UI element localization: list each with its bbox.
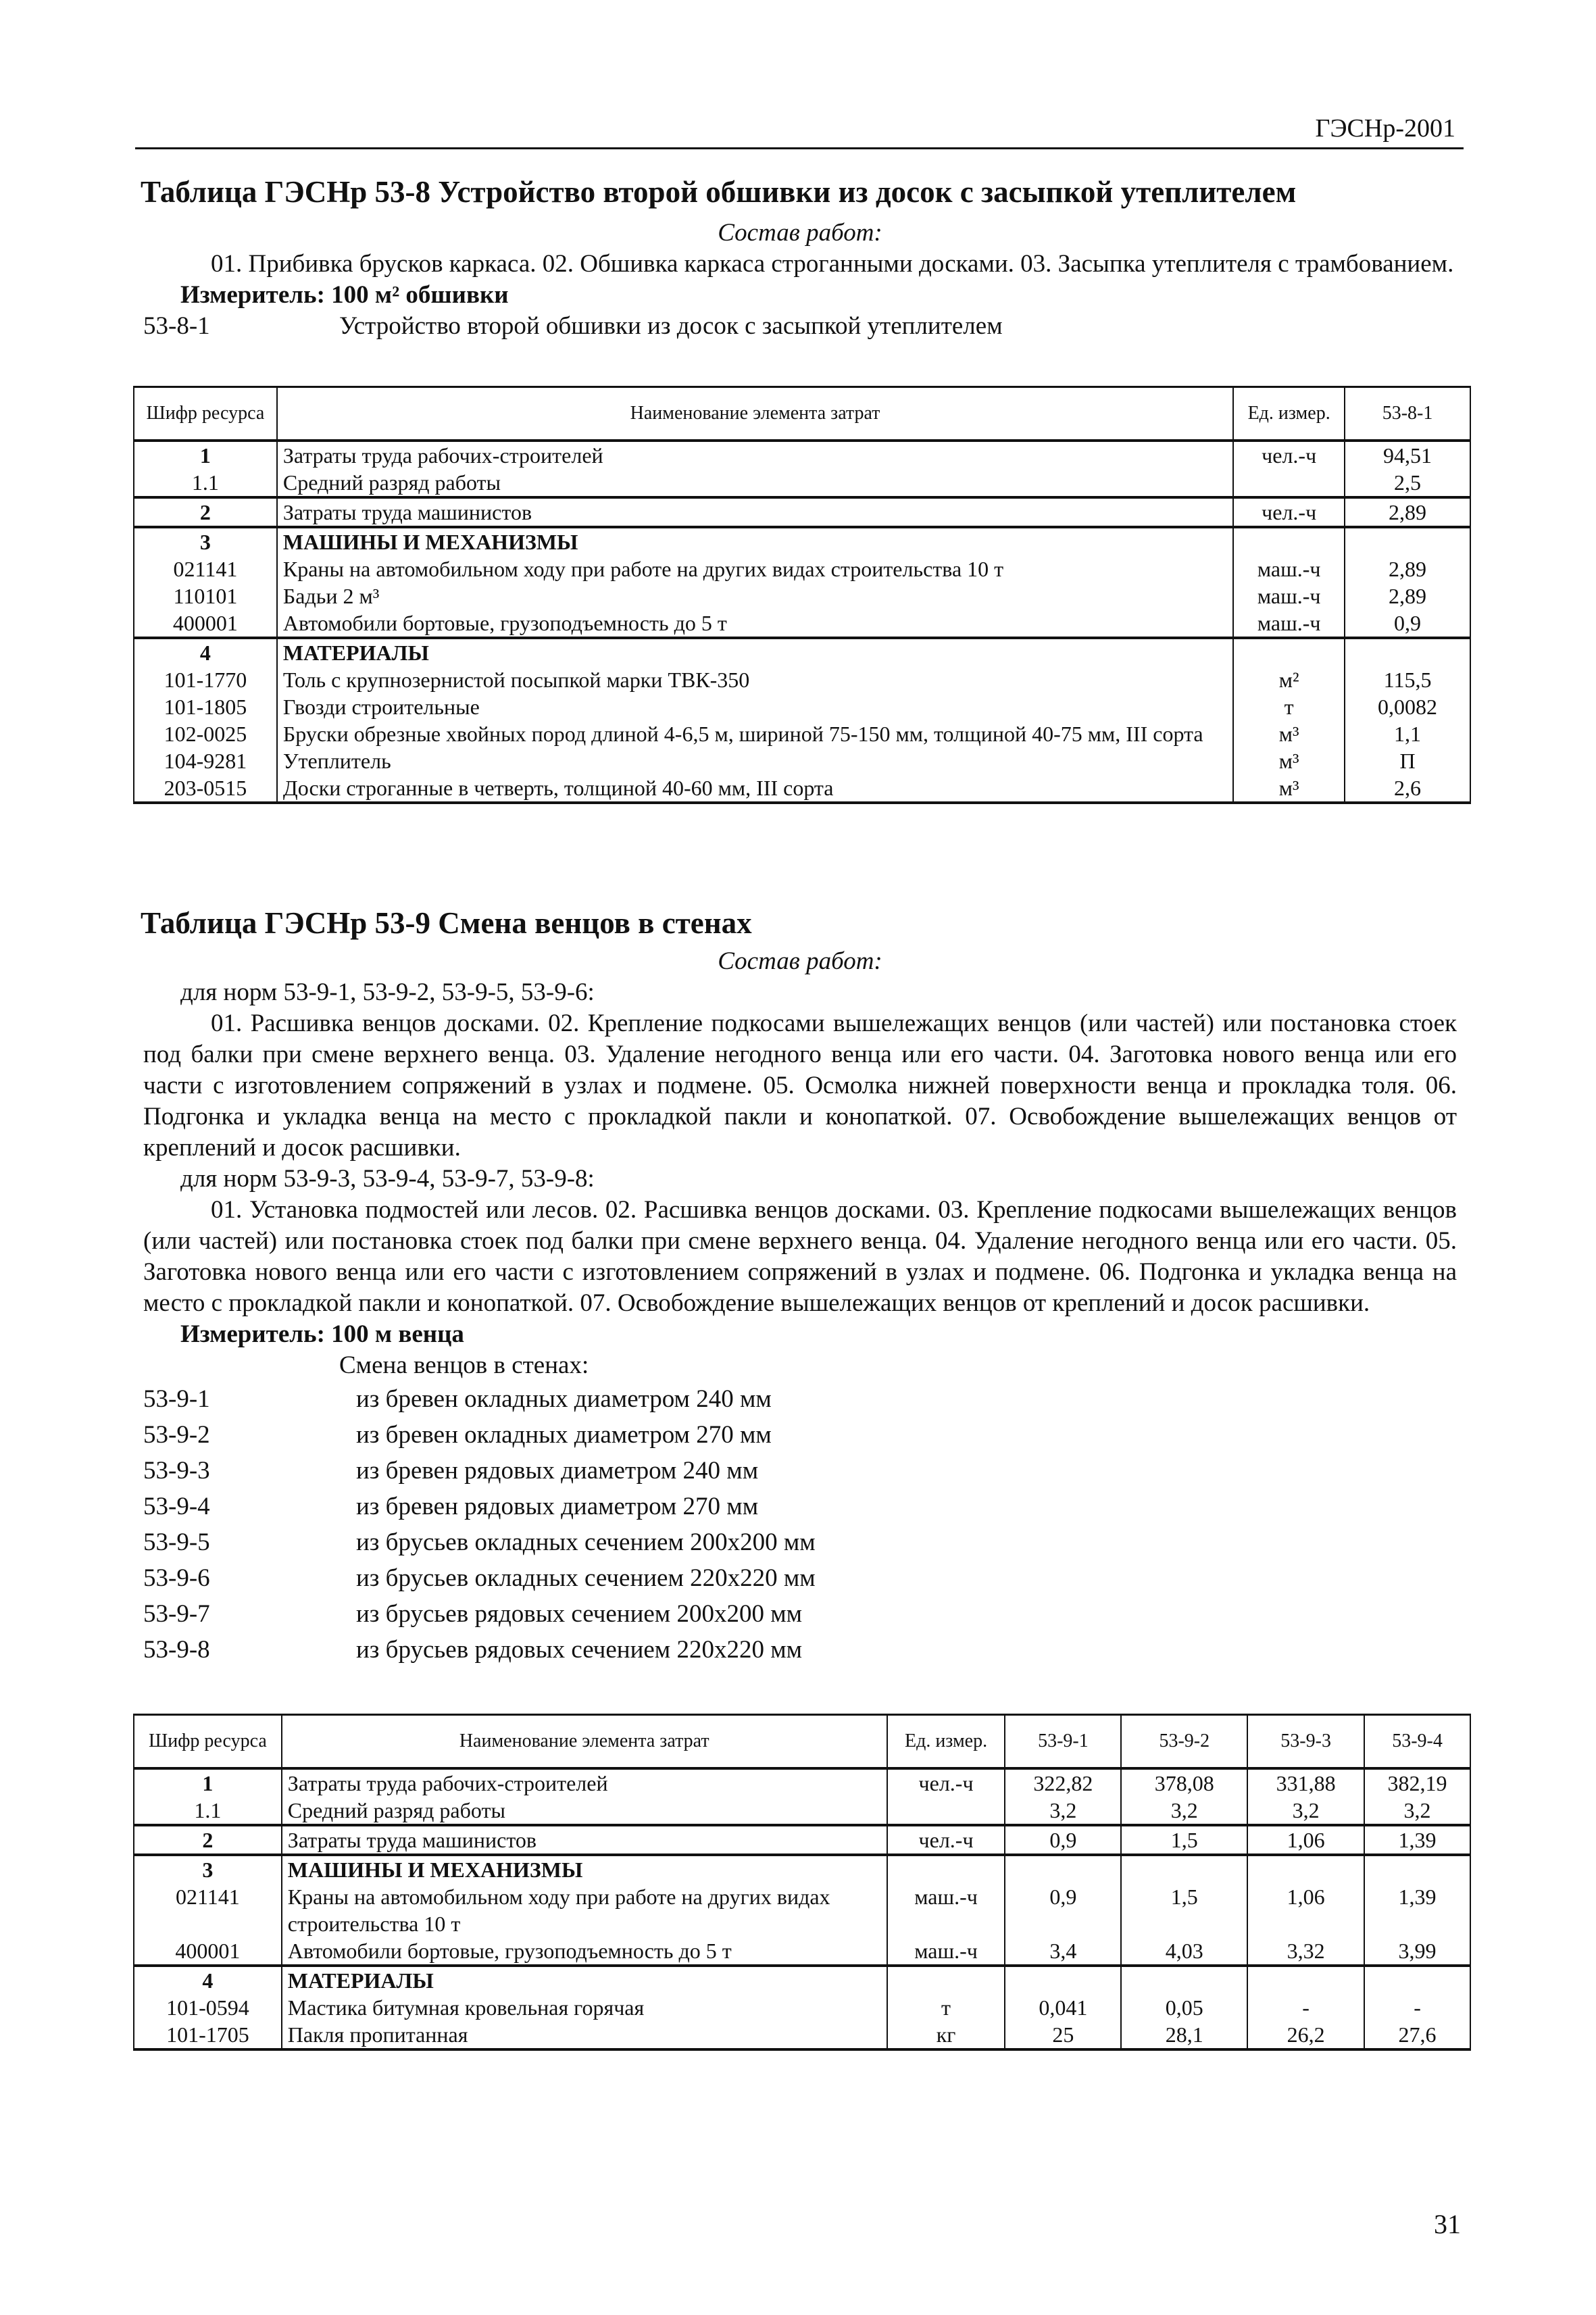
resource-group bbox=[134, 1855, 1470, 1966]
value-cell bbox=[1121, 1966, 1247, 1994]
norm-item bbox=[143, 1524, 1457, 1560]
table-row bbox=[134, 1855, 1470, 1883]
norm-name: Устройство второй обшивки из досок с засыпкой утеплителем bbox=[339, 312, 1003, 340]
cost-element-name: Бадьи 2 м³ bbox=[277, 582, 1233, 609]
value-cell: 1,06 bbox=[1247, 1825, 1364, 1855]
composition-label: Состав работ: bbox=[718, 947, 882, 975]
table-row bbox=[134, 720, 1470, 747]
table-row bbox=[134, 582, 1470, 609]
value-cell bbox=[1247, 1855, 1364, 1883]
resource-code: 4 bbox=[134, 1966, 282, 1994]
norm-code: 53-9-2 bbox=[143, 1421, 210, 1449]
unit-cell: чел.-ч bbox=[887, 1825, 1005, 1855]
norm-list bbox=[143, 1381, 1457, 1668]
column-header: Шифр ресурса bbox=[134, 387, 277, 441]
norm-name: из бревен рядовых диаметром 240 мм bbox=[356, 1457, 759, 1485]
unit-cell bbox=[1233, 527, 1345, 555]
resource-code: 2 bbox=[134, 497, 277, 527]
table-row bbox=[134, 638, 1470, 666]
resource-group bbox=[134, 1768, 1470, 1825]
resource-group bbox=[134, 638, 1470, 803]
value-cell: - bbox=[1247, 1994, 1364, 2021]
cost-element-name: Толь с крупнозернистой посыпкой марки ТВК-350 bbox=[277, 666, 1233, 693]
column-header: 53-9-3 bbox=[1247, 1715, 1364, 1769]
resource-code: 021141 bbox=[134, 1883, 282, 1937]
cost-element-name: Затраты труда машинистов bbox=[282, 1825, 887, 1855]
norm-name: из брусьев окладных сечением 220х220 мм bbox=[356, 1564, 816, 1592]
column-header: 53-9-1 bbox=[1005, 1715, 1121, 1769]
resource-code: 101-0594 bbox=[134, 1994, 282, 2021]
norm-name: из брусьев рядовых сечением 200х200 мм bbox=[356, 1600, 803, 1628]
norm-name: из бревен окладных диаметром 270 мм bbox=[356, 1421, 772, 1449]
cost-element-name: МАТЕРИАЛЫ bbox=[277, 638, 1233, 666]
column-header: Ед. измер. bbox=[887, 1715, 1005, 1769]
cost-element-name: Средний разряд работы bbox=[277, 469, 1233, 497]
cost-element-name: Гвозди строительные bbox=[277, 693, 1233, 720]
unit-cell: маш.-ч bbox=[887, 1883, 1005, 1937]
unit-cell: чел.-ч bbox=[1233, 441, 1345, 469]
unit-cell: чел.-ч bbox=[1233, 497, 1345, 527]
value-cell: 1,06 bbox=[1247, 1883, 1364, 1937]
value-cell: 0,9 bbox=[1345, 609, 1470, 638]
table-53-9 bbox=[133, 1714, 1471, 2051]
column-header: 53-9-2 bbox=[1121, 1715, 1247, 1769]
value-cell: 331,88 bbox=[1247, 1768, 1364, 1797]
unit-cell bbox=[887, 1966, 1005, 1994]
value-cell: 25 bbox=[1005, 2021, 1121, 2049]
resource-code: 203-0515 bbox=[134, 774, 277, 803]
resource-code: 3 bbox=[134, 1855, 282, 1883]
cost-element-name: Затраты труда рабочих-строителей bbox=[282, 1768, 887, 1797]
cost-element-name: Бруски обрезные хвойных пород длиной 4-6,5 м, шириной 75-150 мм, толщиной 40-75 мм, III сорта bbox=[277, 720, 1233, 747]
page-number: 31 bbox=[1434, 2209, 1461, 2239]
norm-code: 53-9-3 bbox=[143, 1457, 210, 1485]
table-row bbox=[134, 1825, 1470, 1855]
value-cell: 322,82 bbox=[1005, 1768, 1121, 1797]
composition-a-text: 01. Расшивка венцов досками. 02. Крепление подкосами вышележащих венцов (или частей) или постановка стоек под балки при смене верхнего венца. 03. Удаление негодного венца или его части. 04. Заготовка нового венца или его части с изготовлением сопряжений в узлах и подмене. 05. Осмолка нижней поверхности венца и прокладка толя. 06. Подгонка и укладка венца на место с прокладкой пакли и конопаткой. 07. Освобождение вышележащих венцов от креплений и досок расшивки. bbox=[143, 1010, 1457, 1162]
table-row bbox=[134, 693, 1470, 720]
norms-b-label: для норм 53-9-3, 53-9-4, 53-9-7, 53-9-8: bbox=[180, 1165, 595, 1193]
resource-code: 104-9281 bbox=[134, 747, 277, 774]
norm-item bbox=[143, 1489, 1457, 1524]
table-row bbox=[134, 469, 1470, 497]
value-cell: 382,19 bbox=[1364, 1768, 1470, 1797]
column-header: Шифр ресурса bbox=[134, 1715, 282, 1769]
table-row bbox=[134, 1883, 1470, 1937]
norm-name: из брусьев рядовых сечением 220х220 мм bbox=[356, 1636, 803, 1664]
resource-code: 1.1 bbox=[134, 469, 277, 497]
value-cell: 1,1 bbox=[1345, 720, 1470, 747]
table-53-8-description bbox=[143, 218, 1457, 342]
resource-code: 2 bbox=[134, 1825, 282, 1855]
measure-unit: Измеритель: 100 м² обшивки bbox=[180, 281, 509, 309]
cost-element-name: Краны на автомобильном ходу при работе на других видах строительства 10 т bbox=[282, 1883, 887, 1937]
unit-cell: маш.-ч bbox=[1233, 555, 1345, 582]
resource-code: 3 bbox=[134, 527, 277, 555]
norm-code: 53-9-7 bbox=[143, 1600, 210, 1628]
value-cell: 0,0082 bbox=[1345, 693, 1470, 720]
unit-cell: чел.-ч bbox=[887, 1768, 1005, 1797]
norm-item bbox=[143, 311, 1457, 342]
table-row bbox=[134, 1797, 1470, 1825]
column-header: 53-8-1 bbox=[1345, 387, 1470, 441]
value-cell: П bbox=[1345, 747, 1470, 774]
cost-element-name: Пакля пропитанная bbox=[282, 2021, 887, 2049]
column-header: Наименование элемента затрат bbox=[282, 1715, 887, 1769]
resource-group bbox=[134, 497, 1470, 527]
unit-cell: маш.-ч bbox=[1233, 582, 1345, 609]
norm-code: 53-9-6 bbox=[143, 1564, 210, 1592]
unit-cell: кг bbox=[887, 2021, 1005, 2049]
norm-code: 53-9-8 bbox=[143, 1636, 210, 1664]
value-cell: 2,6 bbox=[1345, 774, 1470, 803]
cost-element-name: Краны на автомобильном ходу при работе на других видах строительства 10 т bbox=[277, 555, 1233, 582]
table-53-8-title: Таблица ГЭСНр 53-8 Устройство второй обшивки из досок с засыпкой утеплителем bbox=[141, 175, 1297, 209]
table-row bbox=[134, 774, 1470, 803]
resource-code: 101-1705 bbox=[134, 2021, 282, 2049]
table-row bbox=[134, 2021, 1470, 2049]
value-cell: 1,5 bbox=[1121, 1825, 1247, 1855]
cost-element-name: Автомобили бортовые, грузоподъемность до 5 т bbox=[282, 1937, 887, 1966]
norms-a-label: для норм 53-9-1, 53-9-2, 53-9-5, 53-9-6: bbox=[180, 978, 595, 1006]
cost-element-name: Средний разряд работы bbox=[282, 1797, 887, 1825]
measure-unit: Измеритель: 100 м венца bbox=[180, 1320, 464, 1348]
value-cell: 26,2 bbox=[1247, 2021, 1364, 2049]
value-cell: 0,9 bbox=[1005, 1825, 1121, 1855]
unit-cell: маш.-ч bbox=[887, 1937, 1005, 1966]
table-row bbox=[134, 666, 1470, 693]
cost-element-name: Затраты труда машинистов bbox=[277, 497, 1233, 527]
norm-item bbox=[143, 1632, 1457, 1668]
value-cell: 27,6 bbox=[1364, 2021, 1470, 2049]
table-row bbox=[134, 609, 1470, 638]
value-cell bbox=[1005, 1966, 1121, 1994]
resource-code: 400001 bbox=[134, 609, 277, 638]
value-cell: 2,89 bbox=[1345, 555, 1470, 582]
value-cell bbox=[1247, 1966, 1364, 1994]
norm-code: 53-9-5 bbox=[143, 1528, 210, 1556]
value-cell: 4,03 bbox=[1121, 1937, 1247, 1966]
document-code: ГЭСНр-2001 bbox=[1315, 114, 1455, 143]
unit-cell bbox=[1233, 638, 1345, 666]
resource-group bbox=[134, 441, 1470, 497]
resource-group bbox=[134, 527, 1470, 638]
table-row bbox=[134, 441, 1470, 469]
value-cell: 0,041 bbox=[1005, 1994, 1121, 2021]
unit-cell bbox=[1233, 469, 1345, 497]
value-cell: 0,05 bbox=[1121, 1994, 1247, 2021]
resource-code: 021141 bbox=[134, 555, 277, 582]
norm-item bbox=[143, 1596, 1457, 1632]
norm-item bbox=[143, 1417, 1457, 1453]
norms-heading: Смена венцов в стенах: bbox=[339, 1351, 589, 1379]
norm-name: из брусьев окладных сечением 200х200 мм bbox=[356, 1528, 816, 1556]
value-cell: 1,39 bbox=[1364, 1825, 1470, 1855]
cost-element-name: МАТЕРИАЛЫ bbox=[282, 1966, 887, 1994]
value-cell: 3,2 bbox=[1121, 1797, 1247, 1825]
value-cell: 378,08 bbox=[1121, 1768, 1247, 1797]
composition-label: Состав работ: bbox=[718, 219, 882, 247]
norm-item bbox=[143, 1381, 1457, 1417]
table-row bbox=[134, 1966, 1470, 1994]
resource-group bbox=[134, 1825, 1470, 1855]
value-cell: 94,51 bbox=[1345, 441, 1470, 469]
value-cell bbox=[1364, 1966, 1470, 1994]
resource-code: 400001 bbox=[134, 1937, 282, 1966]
value-cell bbox=[1345, 638, 1470, 666]
value-cell: 2,5 bbox=[1345, 469, 1470, 497]
norm-item bbox=[143, 1453, 1457, 1489]
value-cell: 3,99 bbox=[1364, 1937, 1470, 1966]
cost-element-name: Утеплитель bbox=[277, 747, 1233, 774]
value-cell: 3,2 bbox=[1247, 1797, 1364, 1825]
cost-element-name: Доски строганные в четверть, толщиной 40-60 мм, III сорта bbox=[277, 774, 1233, 803]
value-cell: 3,2 bbox=[1005, 1797, 1121, 1825]
value-cell: 3,32 bbox=[1247, 1937, 1364, 1966]
value-cell bbox=[1364, 1855, 1470, 1883]
value-cell: 28,1 bbox=[1121, 2021, 1247, 2049]
table-row bbox=[134, 1768, 1470, 1797]
norm-name: из бревен рядовых диаметром 270 мм bbox=[356, 1493, 759, 1520]
value-cell bbox=[1121, 1855, 1247, 1883]
column-header: Наименование элемента затрат bbox=[277, 387, 1233, 441]
resource-code: 110101 bbox=[134, 582, 277, 609]
table-row bbox=[134, 1994, 1470, 2021]
unit-cell: маш.-ч bbox=[1233, 609, 1345, 638]
resource-code: 101-1770 bbox=[134, 666, 277, 693]
unit-cell: м³ bbox=[1233, 774, 1345, 803]
table-row bbox=[134, 527, 1470, 555]
norm-name: из бревен окладных диаметром 240 мм bbox=[356, 1385, 772, 1413]
value-cell: 3,4 bbox=[1005, 1937, 1121, 1966]
unit-cell bbox=[887, 1797, 1005, 1825]
table-row bbox=[134, 747, 1470, 774]
resource-code: 102-0025 bbox=[134, 720, 277, 747]
cost-element-name: Автомобили бортовые, грузоподъемность до 5 т bbox=[277, 609, 1233, 638]
table-row bbox=[134, 555, 1470, 582]
table-53-9-title: Таблица ГЭСНр 53-9 Смена венцов в стенах bbox=[141, 906, 752, 940]
resource-code: 101-1805 bbox=[134, 693, 277, 720]
value-cell: 1,39 bbox=[1364, 1883, 1470, 1937]
unit-cell: м³ bbox=[1233, 720, 1345, 747]
unit-cell bbox=[887, 1855, 1005, 1883]
unit-cell: м² bbox=[1233, 666, 1345, 693]
cost-element-name: Затраты труда рабочих-строителей bbox=[277, 441, 1233, 469]
resource-code: 1.1 bbox=[134, 1797, 282, 1825]
composition-text: 01. Прибивка брусков каркаса. 02. Обшивка каркаса строганными досками. 03. Засыпка утеплителя с трамбованием. bbox=[211, 250, 1454, 278]
norm-list bbox=[143, 311, 1457, 342]
value-cell: 1,5 bbox=[1121, 1883, 1247, 1937]
value-cell bbox=[1345, 527, 1470, 555]
column-header: Ед. измер. bbox=[1233, 387, 1345, 441]
table-row bbox=[134, 497, 1470, 527]
resource-code: 1 bbox=[134, 1768, 282, 1797]
header-rule bbox=[135, 147, 1464, 149]
table-53-9-description bbox=[143, 946, 1457, 1668]
resource-group bbox=[134, 1966, 1470, 2049]
value-cell bbox=[1005, 1855, 1121, 1883]
value-cell: 0,9 bbox=[1005, 1883, 1121, 1937]
table-53-8 bbox=[133, 386, 1471, 804]
norm-item bbox=[143, 1560, 1457, 1596]
value-cell: 115,5 bbox=[1345, 666, 1470, 693]
unit-cell: м³ bbox=[1233, 747, 1345, 774]
table-row bbox=[134, 1937, 1470, 1966]
composition-b-text: 01. Установка подмостей или лесов. 02. Расшивка венцов досками. 03. Крепление подкосами вышележащих венцов (или частей) или постановка стоек под балки при смене верхнего венца. 04. Удаление негодного венца или его части. 05. Заготовка нового венца или его части с изготовлением сопряжений в узлах и подмене. 06. Подгонка и укладка венца на место с прокладкой пакли и конопаткой. 07. Освобождение вышележащих венцов от креплений и досок расшивки. bbox=[143, 1196, 1457, 1317]
value-cell: 2,89 bbox=[1345, 582, 1470, 609]
cost-element-name: МАШИНЫ И МЕХАНИЗМЫ bbox=[277, 527, 1233, 555]
table-header bbox=[134, 387, 1470, 441]
resource-code: 4 bbox=[134, 638, 277, 666]
unit-cell: т bbox=[887, 1994, 1005, 2021]
norm-code: 53-8-1 bbox=[143, 312, 210, 340]
value-cell: 3,2 bbox=[1364, 1797, 1470, 1825]
cost-element-name: Мастика битумная кровельная горячая bbox=[282, 1994, 887, 2021]
norm-code: 53-9-4 bbox=[143, 1493, 210, 1520]
norm-code: 53-9-1 bbox=[143, 1385, 210, 1413]
cost-element-name: МАШИНЫ И МЕХАНИЗМЫ bbox=[282, 1855, 887, 1883]
table-header bbox=[134, 1715, 1470, 1769]
resource-code: 1 bbox=[134, 441, 277, 469]
value-cell: 2,89 bbox=[1345, 497, 1470, 527]
column-header: 53-9-4 bbox=[1364, 1715, 1470, 1769]
unit-cell: т bbox=[1233, 693, 1345, 720]
value-cell: - bbox=[1364, 1994, 1470, 2021]
